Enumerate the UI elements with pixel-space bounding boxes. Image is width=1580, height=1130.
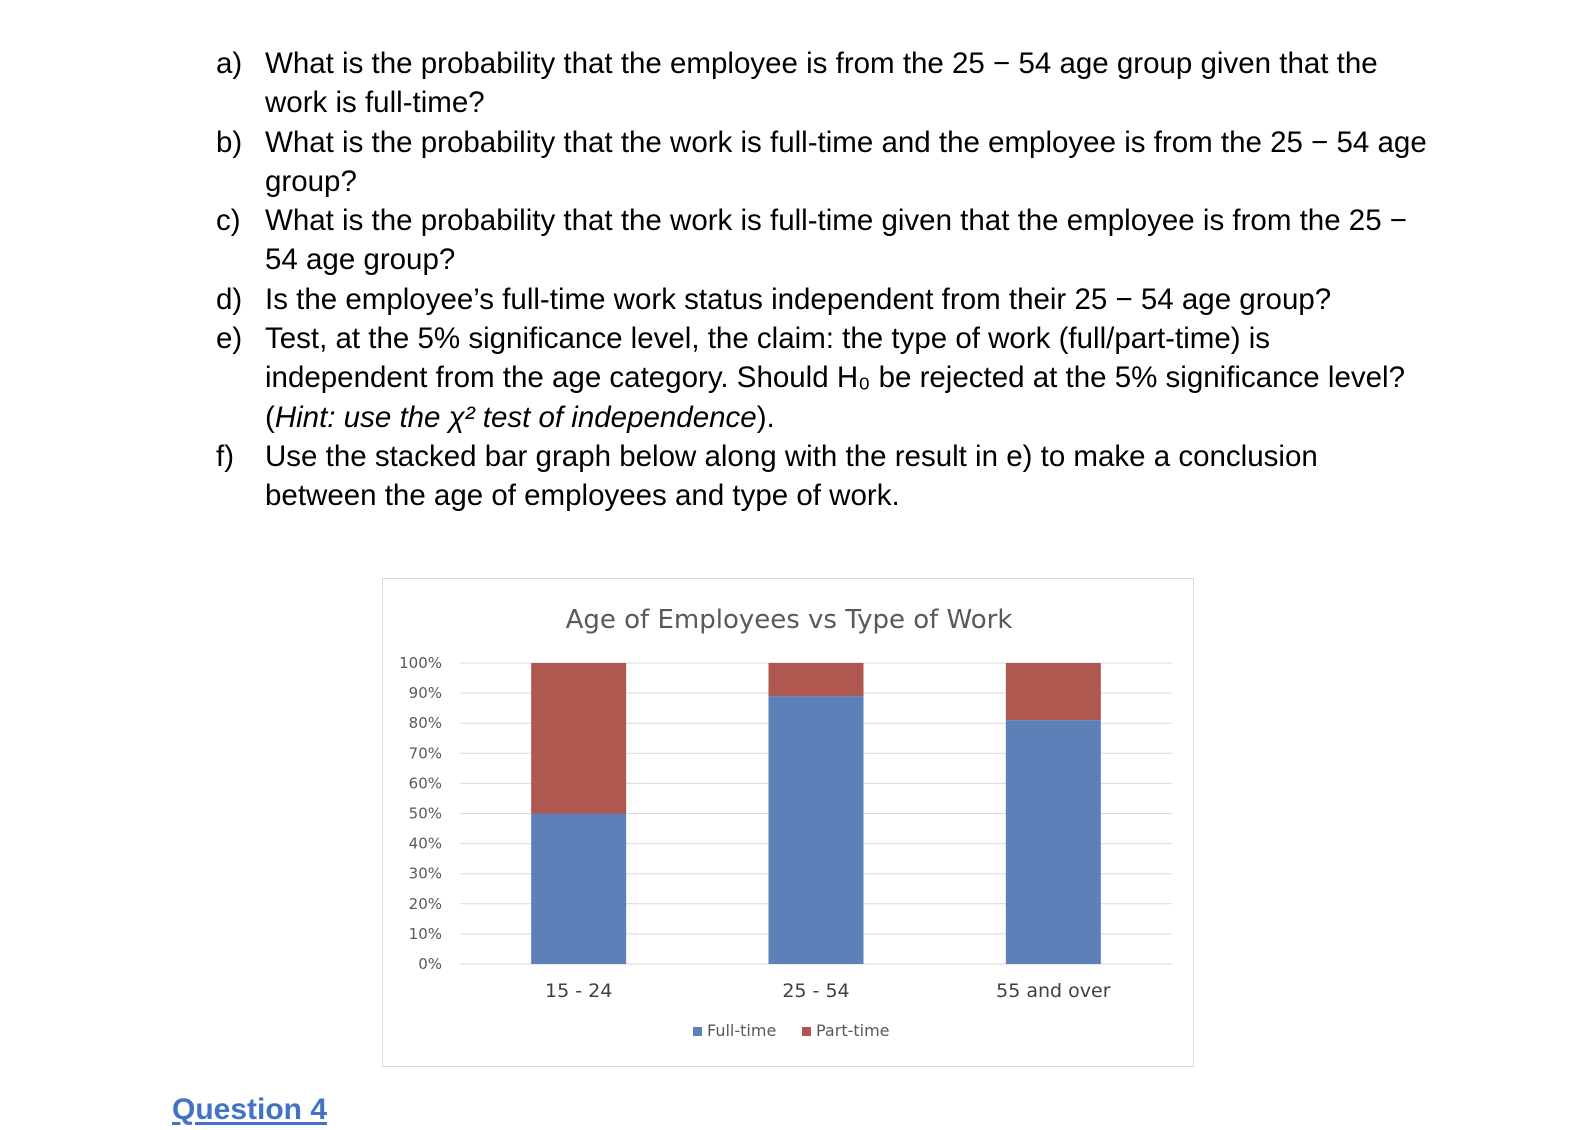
- chart-canvas: [383, 579, 1193, 1066]
- question-text-segment: Is the employee’s full-time work status independent from their 25 − 54 age group?: [265, 282, 1332, 316]
- y-tick-label: 100%: [399, 654, 442, 672]
- chart-bars: [531, 663, 1101, 964]
- question-text: [265, 44, 1436, 123]
- bar-segment-part-time: [1006, 663, 1101, 720]
- question-text: [265, 201, 1436, 280]
- question-label: d): [216, 282, 243, 316]
- chart-legend: [693, 1021, 890, 1040]
- question-text: [265, 319, 1436, 437]
- y-tick-label: 0%: [418, 955, 442, 973]
- question-label: c): [216, 204, 241, 238]
- y-tick-label: 70%: [408, 744, 442, 763]
- legend-label: Part-time: [816, 1021, 890, 1040]
- chart-title: Age of Employees vs Type of Work: [565, 605, 1013, 635]
- question-text-segment: Test, at the 5% significance level, the claim: the type of work (full/part-time) is independent from the age category. Should H₀ be rejected at the 5% significance level? (: [265, 322, 1405, 434]
- legend-label: Full-time: [707, 1021, 777, 1040]
- y-axis: [399, 654, 442, 973]
- question-item: [216, 44, 1436, 123]
- bar-segment-part-time: [769, 663, 864, 696]
- question-hint: Hint: use the χ² test of independence: [274, 400, 757, 434]
- question-label: e): [216, 322, 243, 356]
- legend-swatch: [802, 1027, 811, 1036]
- x-category-label: 55 and over: [996, 980, 1111, 1002]
- question-item: [216, 319, 1436, 437]
- y-tick-label: 80%: [408, 714, 442, 733]
- y-tick-label: 50%: [408, 804, 442, 823]
- question-item: [216, 437, 1436, 516]
- question-label: a): [216, 47, 243, 80]
- bar-segment-full-time: [769, 696, 864, 964]
- y-tick-label: 10%: [408, 924, 442, 943]
- x-axis: [545, 980, 1111, 1002]
- question-text: [265, 280, 1436, 319]
- x-category-label: 25 - 54: [782, 980, 850, 1002]
- y-tick-label: 20%: [408, 894, 442, 913]
- question-text-segment: What is the probability that the work is full-time given that the employee is from the 25 − 54 age group?: [265, 204, 1408, 277]
- bar-segment-full-time: [531, 814, 626, 965]
- question-list: [216, 44, 1436, 516]
- question-item: [216, 201, 1436, 280]
- question-label: b): [216, 125, 243, 159]
- question-item: [216, 123, 1436, 202]
- y-tick-label: 30%: [408, 864, 442, 883]
- question-text-segment: What is the probability that the work is full-time and the employee is from the 25 − 54 age group?: [265, 125, 1427, 198]
- bar-segment-full-time: [1006, 720, 1101, 964]
- question-text-segment: Use the stacked bar graph below along with the result in e) to make a conclusion between the age of employees and type of work.: [265, 439, 1318, 513]
- bar-segment-part-time: [531, 663, 626, 814]
- question-label: f): [216, 439, 235, 473]
- next-question-heading: Question 4: [172, 1093, 328, 1126]
- question-text: [265, 437, 1436, 516]
- legend-swatch: [693, 1027, 702, 1036]
- question-item: [216, 280, 1436, 319]
- y-tick-label: 40%: [408, 834, 442, 853]
- question-text-segment: What is the probability that the employee is from the 25 − 54 age group given that the work is full-time?: [265, 47, 1378, 120]
- question-text: [265, 123, 1436, 202]
- y-tick-label: 60%: [408, 774, 442, 793]
- y-tick-label: 90%: [408, 684, 442, 703]
- stacked-bar-chart: [382, 578, 1194, 1067]
- x-category-label: 15 - 24: [545, 980, 613, 1002]
- question-text-segment: ).: [756, 400, 775, 434]
